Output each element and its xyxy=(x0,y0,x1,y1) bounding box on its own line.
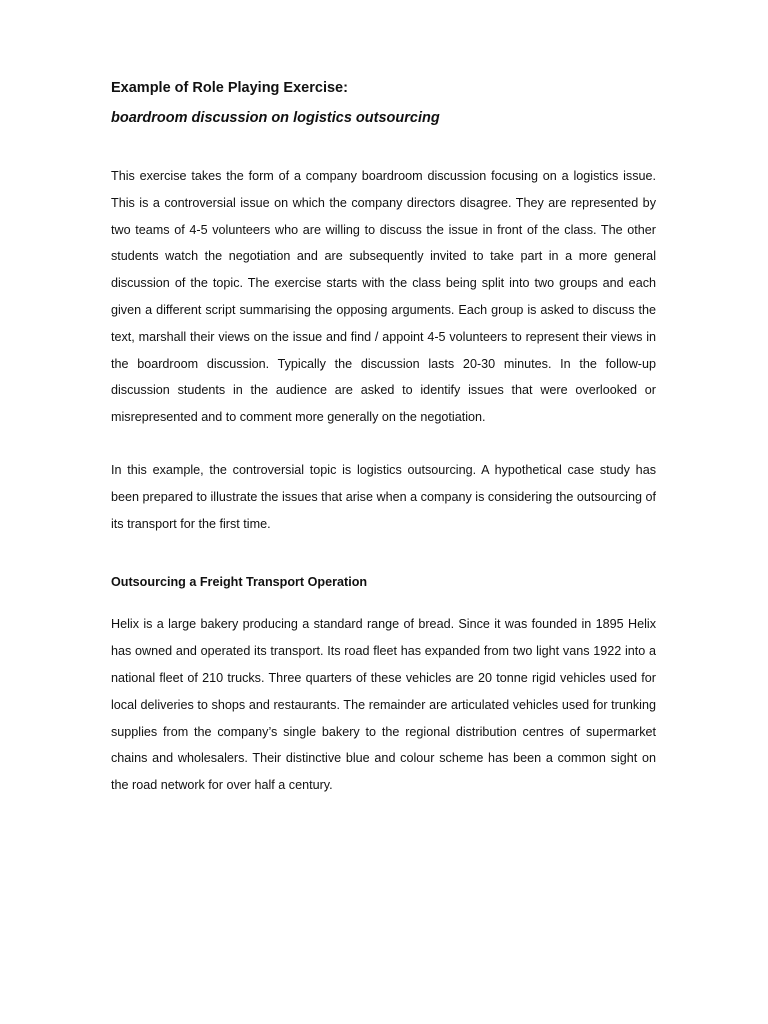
document-title: Example of Role Playing Exercise: xyxy=(111,80,348,96)
example-paragraph: In this example, the controversial topic is logistics outsourcing. A hypothetical case study has been prepared to illustrate the issues that arise when a company is considering the outsourcing of its transport for the first time. xyxy=(111,462,656,531)
intro-paragraph: This exercise takes the form of a company boardroom discussion focusing on a logistics issue. This is a controversial issue on which the company directors disagree. They are represented by two teams of 4-5 volunteers who are willing to discuss the issue in front of the class. The other students watch the negotiation and are subsequently invited to take part in a more general discussion of the topic. The exercise starts with the class being split into two groups and each given a different script summarising the opposing arguments. Each group is asked to discuss the text, marshall their views on the issue and find / appoint 4-5 volunteers to represent their views in the boardroom discussion. Typically the discussion lasts 20-30 minutes. In the follow-up discussion students in the audience are asked to identify issues that were overlooked or misrepresented and to comment more generally on the negotiation. xyxy=(111,169,656,425)
document-page xyxy=(111,78,656,799)
section-heading: Outsourcing a Freight Transport Operation xyxy=(111,575,368,590)
case-study-paragraph: Helix is a large bakery producing a standard range of bread. Since it was founded in 1895 Helix has owned and operated its transport. Its road fleet has expanded from two light vans 1922 into a national fleet of 210 trucks. Three quarters of these vehicles are 20 tonne rigid vehicles used for local deliveries to shops and restaurants. The remainder are articulated vehicles used for trunking supplies from the company’s single bakery to the regional distribution centres of supermarket chains and wholesalers. Their distinctive blue and colour scheme has been a common sight on the road network for over half a century. xyxy=(111,617,656,793)
document-subtitle: boardroom discussion on logistics outsourcing xyxy=(111,110,440,126)
